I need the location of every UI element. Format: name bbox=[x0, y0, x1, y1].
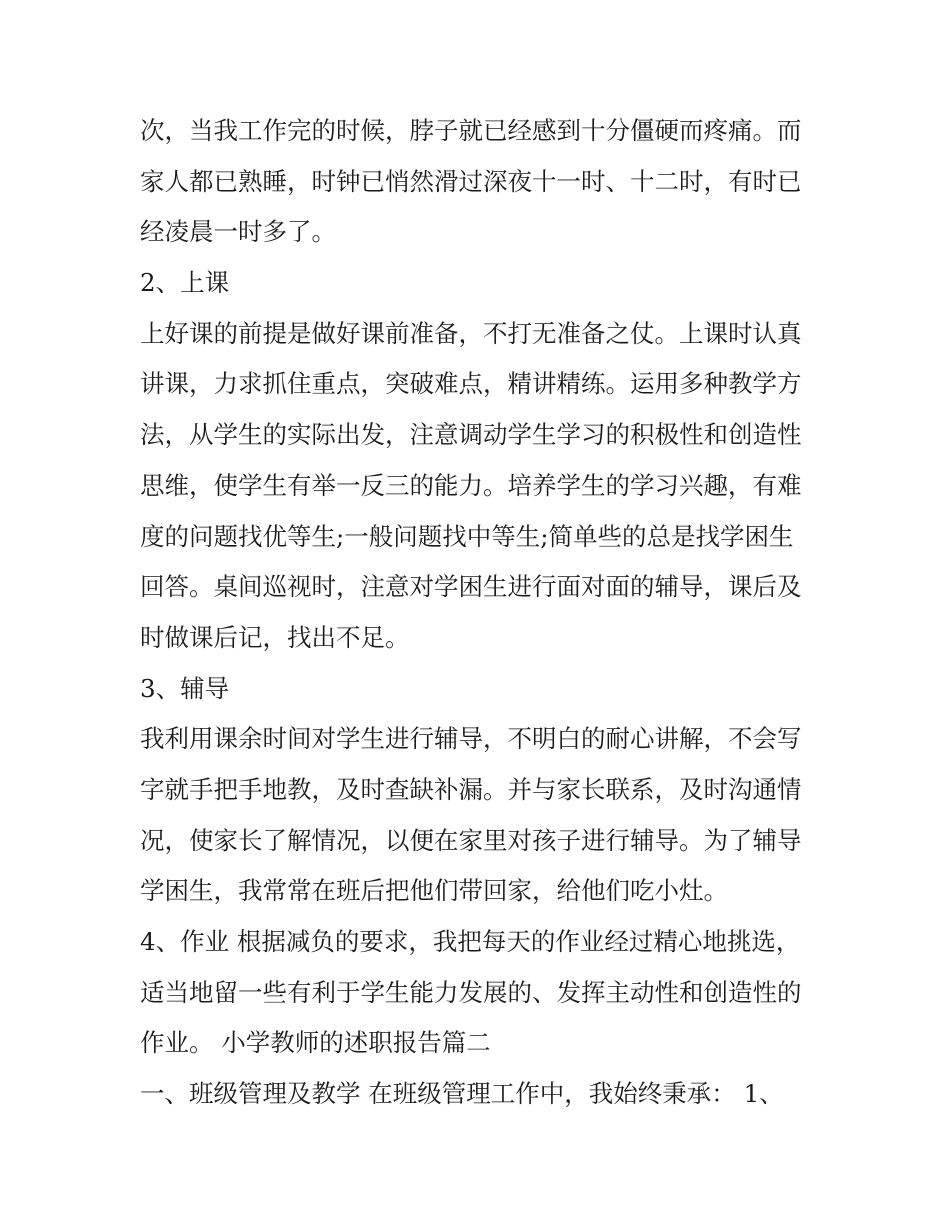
paragraph-line: 思维，使学生有举一反三的能力。培养学生的学习兴趣，有难 bbox=[140, 470, 802, 500]
paragraph-line: 适当地留一些有利于学生能力发展的、发挥主动性和创造性的 bbox=[140, 977, 802, 1007]
paragraph-line: 时做课后记，找出不足。 bbox=[140, 622, 410, 652]
paragraph-line: 家人都已熟睡，时钟已悄然滑过深夜十一时、十二时，有时已 bbox=[140, 166, 802, 196]
paragraph-line: 经凌晨一时多了。 bbox=[140, 217, 336, 247]
section-heading: 2、上课 bbox=[140, 268, 230, 298]
paragraph-line: 法，从学生的实际出发，注意调动学生学习的积极性和创造性 bbox=[140, 420, 802, 450]
paragraph-line: 4、作业 根据减负的要求，我把每天的作业经过精心地挑选， bbox=[140, 927, 801, 956]
paragraph-line: 回答。桌间巡视时，注意对学困生进行面对面的辅导，课后及 bbox=[140, 572, 802, 602]
paragraph-line: 讲课，力求抓住重点，突破难点，精讲精练。运用多种教学方 bbox=[140, 369, 802, 399]
paragraph-line: 学困生，我常常在班后把他们带回家，给他们吃小灶。 bbox=[140, 876, 728, 906]
paragraph-line: 作业。 小学教师的述职报告篇二 bbox=[140, 1028, 491, 1058]
paragraph-line: 我利用课余时间对学生进行辅导，不明白的耐心讲解，不会写 bbox=[140, 724, 802, 754]
paragraph-line: 字就手把手地教，及时查缺补漏。并与家长联系，及时沟通情 bbox=[140, 774, 802, 804]
paragraph-line: 次，当我工作完的时候，脖子就已经感到十分僵硬而疼痛。而 bbox=[140, 116, 802, 145]
section-heading: 3、辅导 bbox=[140, 673, 230, 703]
paragraph-line: 一、班级管理及教学 在班级管理工作中，我始终秉承： 1、 bbox=[140, 1079, 784, 1109]
paragraph-line: 上好课的前提是做好课前准备，不打无准备之仗。上课时认真 bbox=[140, 318, 802, 348]
document-body bbox=[140, 106, 815, 1120]
paragraph-line: 况，使家长了解情况，以便在家里对孩子进行辅导。为了辅导 bbox=[140, 825, 802, 855]
paragraph-line: 度的问题找优等生;一般问题找中等生;简单些的总是找学困生 bbox=[140, 521, 794, 551]
